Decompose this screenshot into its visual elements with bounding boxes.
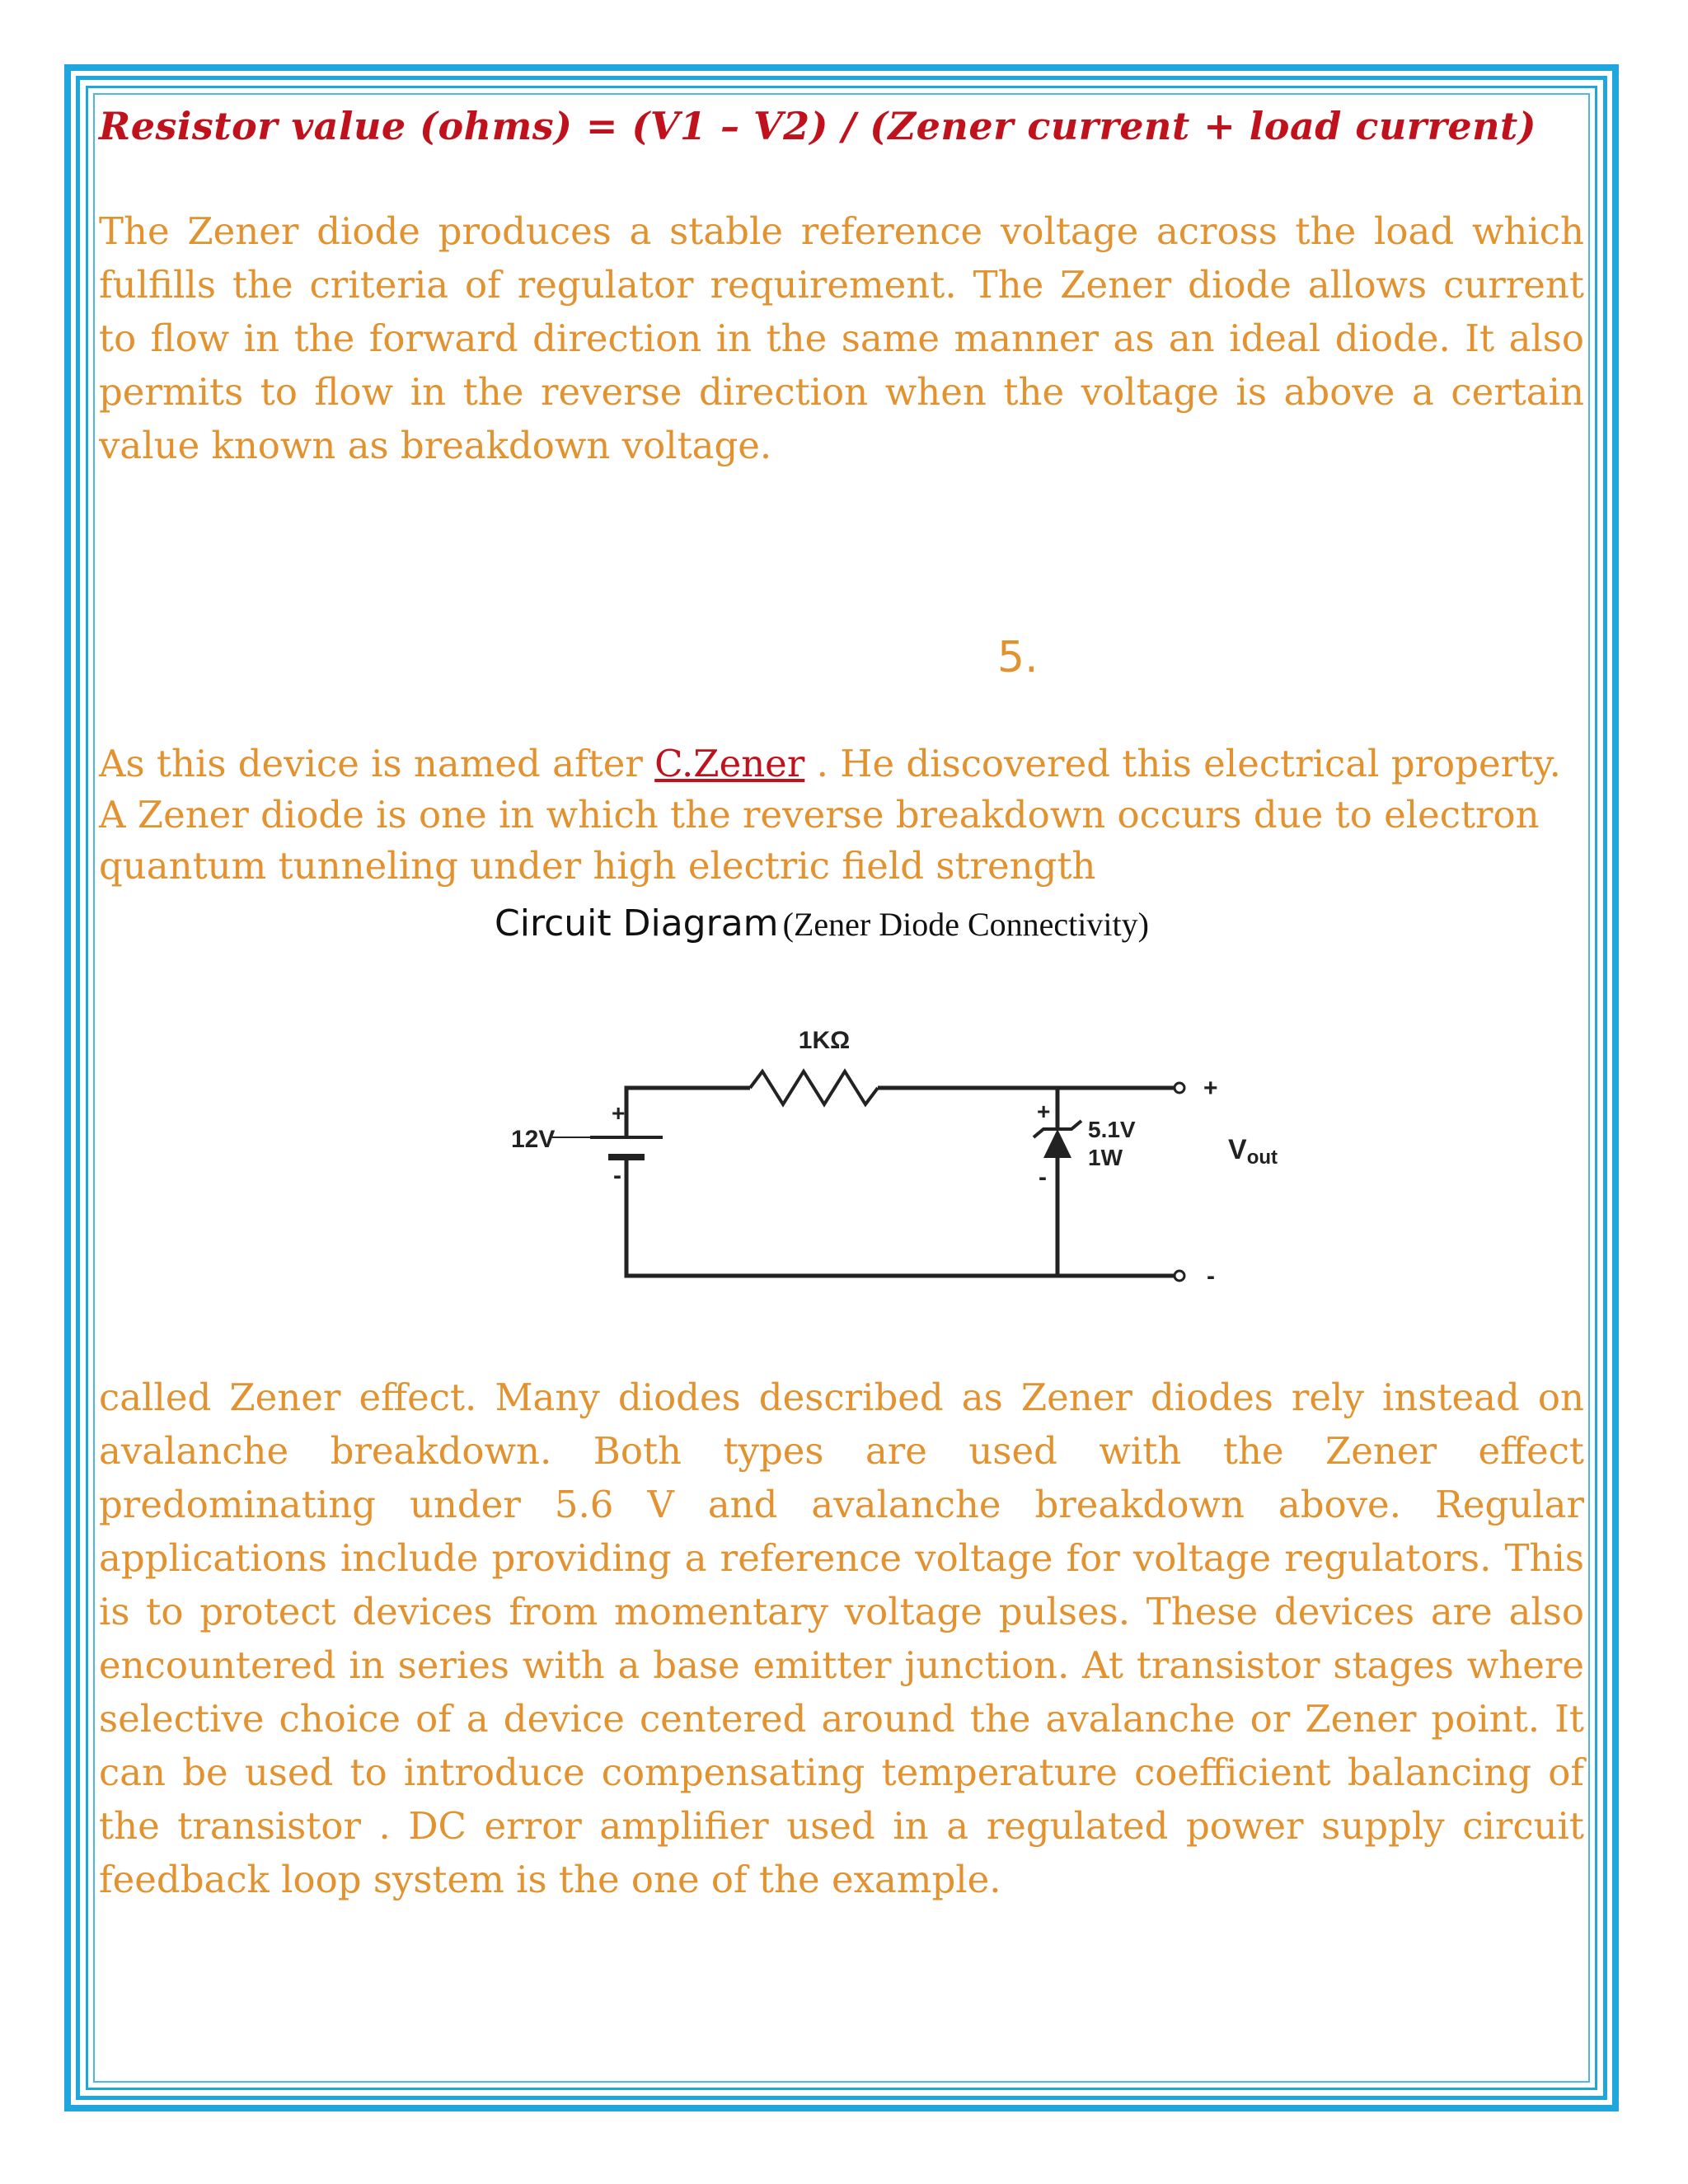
zener-power-label: 1W	[1088, 1145, 1123, 1170]
output-minus-label: -	[1207, 1263, 1215, 1290]
caption-subtitle: (Zener Diode Connectivity)	[782, 906, 1149, 943]
page-number: 5.	[997, 633, 1039, 682]
zener-plus-label: +	[1037, 1099, 1051, 1124]
zener-voltage-label: 5.1V	[1088, 1117, 1136, 1142]
vout-subscript: out	[1246, 1146, 1278, 1169]
circuit-caption	[495, 902, 1149, 944]
caption-title: Circuit Diagram	[495, 902, 779, 944]
output-terminal-minus	[1175, 1271, 1184, 1281]
source-minus-label: -	[613, 1162, 621, 1189]
vout-main: V	[1228, 1134, 1247, 1165]
source-plus-label: +	[612, 1100, 626, 1126]
resistor-formula: Resistor value (ohms) = (V1 – V2) / (Zener current + load current)	[99, 104, 1537, 148]
zener-diode-triangle	[1043, 1129, 1071, 1158]
vout-label	[1228, 1134, 1278, 1169]
paragraph-zener-applications: called Zener effect. Many diodes described as Zener diodes rely instead on avalanche breakdown. Both types are used with the Zener effect predominating under 5.6 V and avalanche breakdown above. Regular applications include providing a reference voltage for voltage regulators. This is to protect devices from momentary voltage pulses. These devices are also encountered in series with a base emitter junction. At transistor stages where selective choice of a device centered around the avalanche or Zener point. It can be used to introduce compensating temperature coefficient balancing of the transistor . DC error amplifier used in a regulated power supply circuit feedback loop system is the one of the example.	[99, 1376, 1584, 1901]
czener-link[interactable]: C.Zener	[654, 742, 805, 785]
resistor-symbol	[750, 1071, 878, 1104]
wire-top-left	[626, 1088, 750, 1127]
paragraph-zener-history	[99, 738, 1584, 892]
resistor-label: 1KΩ	[798, 1027, 851, 1054]
source-voltage-label: 12V	[511, 1126, 556, 1153]
output-plus-label: +	[1203, 1075, 1218, 1102]
history-text-start: As this device is named after	[99, 742, 655, 785]
history-text-end: . He discovered this electrical property. A Zener diode is one in which the reverse breakdown occurs due to electron quantum tunneling under high electric field strength	[99, 742, 1561, 888]
output-terminal-plus	[1175, 1083, 1184, 1093]
zener-circuit-diagram	[511, 1027, 1352, 1352]
zener-minus-label: -	[1039, 1164, 1047, 1191]
wire-bottom	[626, 1202, 1175, 1276]
paragraph-zener-intro: The Zener diode produces a stable reference voltage across the load which fulfills the criteria of regulator requirement. The Zener diode allows current to flow in the forward direction in the same manner as an ideal diode. It also permits to flow in the reverse direction when the voltage is above a certain value known as breakdown voltage.	[99, 209, 1584, 467]
